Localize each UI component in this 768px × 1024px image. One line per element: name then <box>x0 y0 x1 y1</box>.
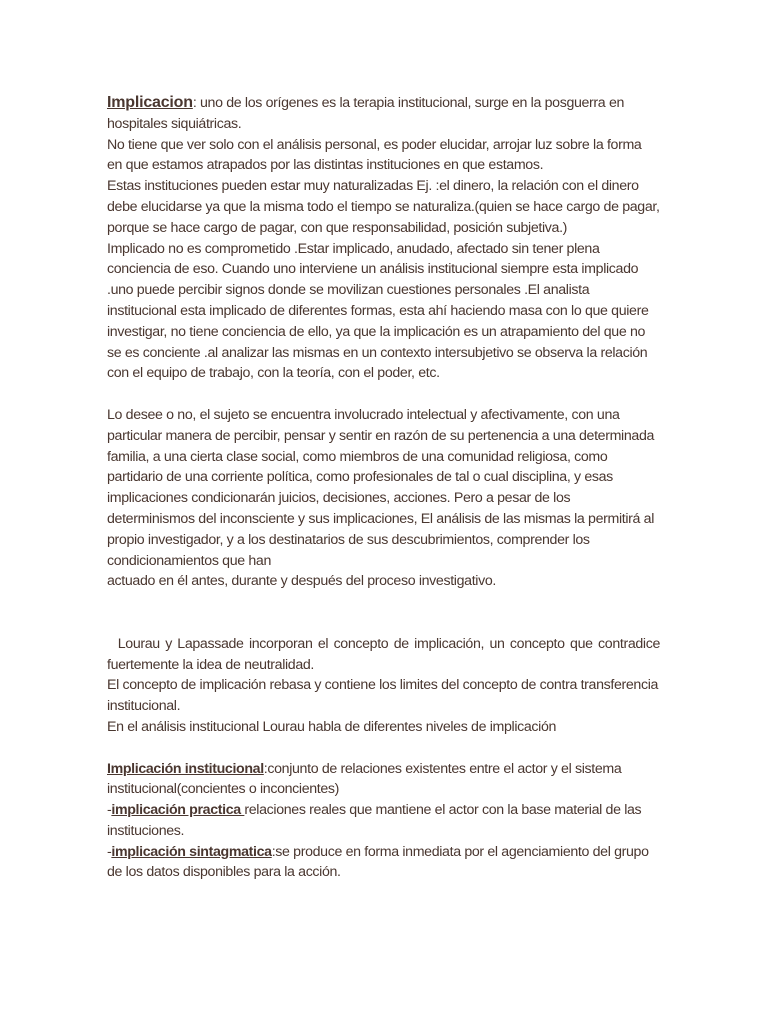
paragraph-spacer <box>107 384 660 405</box>
implicacion-definition-text: : uno de los orígenes es la terapia institucional, surge en la posguerra en hospitales siquiátricas. <box>107 95 625 132</box>
document-page <box>107 93 664 883</box>
paragraph-spacer <box>107 592 660 634</box>
implicacion-definition <box>107 93 660 135</box>
paragraph-elucidar: No tiene que ver solo con el análisis personal, es poder elucidar, arrojar luz sobre la forma en que estamos atrapados por las distintas instituciones en que estamos. <box>107 136 642 174</box>
implicacion-practica-text: relaciones reales que mantiene el actor con la base material de las instituciones. <box>107 802 642 839</box>
list-dash: - <box>107 843 112 860</box>
implicacion-practica-term: implicación practica <box>111 802 245 819</box>
paragraph-niveles-implicacion: En el análisis institucional Lourau habla de diferentes niveles de implicación <box>107 718 557 735</box>
implicacion-institucional-term: Implicación institucional <box>107 760 264 777</box>
implicacion-sintagmatica-text: :se produce en forma inmediata por el agenciamiento del grupo de los datos disponibles para la acción. <box>107 843 649 881</box>
paragraph-spacer <box>107 738 660 759</box>
implicacion-term: Implicacion <box>107 94 193 111</box>
implicacion-sintagmatica-item <box>107 842 660 884</box>
paragraph-instituciones-naturalizadas: Estas instituciones pueden estar muy naturalizadas Ej. :el dinero, la relación con el dinero debe elucidarse ya que la misma todo el tiempo se naturaliza.(quien se hace cargo de pagar, porque se hace cargo de pagar, con que responsabilidad, posición subjetiva.) <box>107 178 660 236</box>
list-dash: - <box>107 802 112 819</box>
implicacion-institucional-item <box>107 759 660 801</box>
implicacion-practica-item <box>107 800 660 842</box>
implicacion-institucional-text: :conjunto de relaciones existentes entre el actor y el sistema institucional(concientes o inconcientes) <box>107 760 622 798</box>
paragraph-implicado: Implicado no es comprometido .Estar implicado, anudado, afectado sin tener plena conciencia de eso. Cuando uno interviene un análisis institucional siempre esta implicado .uno puede percibir signos donde se movilizan cuestiones personales .El analista institucional esta implicado de diferentes formas, esta ahí haciendo masa con lo que quiere investigar, no tiene conciencia de ello, ya que la implicación es un atrapamiento del que no se es conciente .al analizar las mismas en un contexto intersubjetivo se observa la relación con el equipo de trabajo, con la teoría, con el poder, etc. <box>107 240 649 382</box>
paragraph-sujeto-involucrado: Lo desee o no, el sujeto se encuentra involucrado intelectual y afectivamente, con una particular manera de percibir, pensar y sentir en razón de su pertenencia a una determinada familia, a una cierta clase social, como miembros de una comunidad religiosa, como partidario de una corriente política, como profesionales de tal o cual disciplina, y esas implicaciones condicionarán juicios, decisiones, acciones. Pero a pesar de los determinismos del inconsciente y sus implicaciones, El análisis de las mismas la permitirá al propio investigador, y a los destinatarios de sus descubrimientos, comprender los condicionamientos que han <box>107 406 655 569</box>
paragraph-lourau-lapassade: Lourau y Lapassade incorporan el concepto de implicación, un concepto que contradice fuertemente la idea de neutralidad. <box>107 635 664 673</box>
paragraph-sujeto-involucrado-end: actuado en él antes, durante y después del proceso investigativo. <box>107 573 496 590</box>
implicacion-sintagmatica-term: implicación sintagmatica <box>111 843 272 860</box>
paragraph-contra-transferencia: El concepto de implicación rebasa y contiene los limites del concepto de contra transferencia institucional. <box>107 677 659 715</box>
